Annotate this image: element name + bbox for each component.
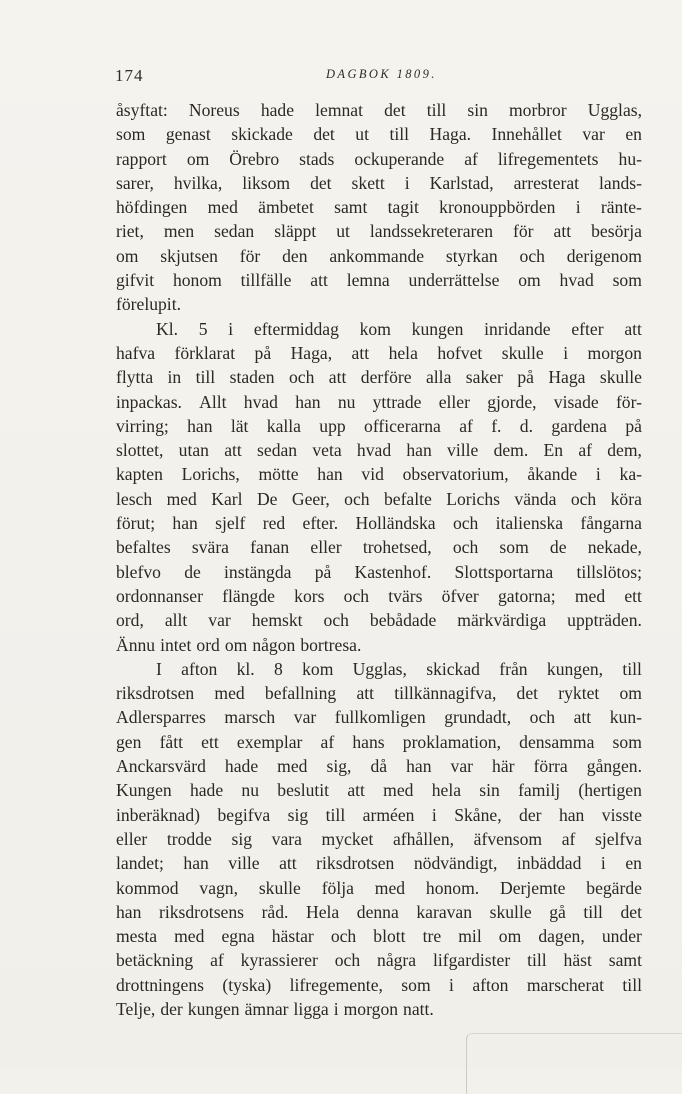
body-text — [116, 98, 642, 1021]
text-line: förut; han sjelf red efter. Holländska och italienska fångarna — [116, 513, 642, 534]
text-line: eller trodde sig vara mycket afhållen, äfvensom af sjelfva — [116, 828, 642, 849]
text-line: mesta med egna hästar och blott tre mil om dagen, under — [116, 926, 642, 947]
text-line: Kl. 5 i eftermiddag kom kungen inridande efter att — [156, 318, 642, 339]
text-line: virring; han lät kalla upp officerarna af f. d. gardena på — [116, 415, 642, 436]
page-header — [115, 66, 642, 86]
page-number: 174 — [115, 66, 144, 85]
text-line: ordonnanser flängde kors och tvärs öfver gatorna; med ett — [116, 585, 642, 606]
text-line: kapten Lorichs, mötte han vid observatorium, åkande i ka- — [116, 464, 642, 485]
text-line: riksdrotsen med befallning att tillkännagifva, det ryktet om — [116, 683, 642, 704]
text-line: hafva förklarat på Haga, att hela hofvet skulle i morgon — [116, 342, 642, 363]
page-corner-mark — [466, 1033, 682, 1094]
text-line: inberäknad) begifva sig till arméen i Skåne, der han visste — [116, 804, 642, 825]
text-line: Kungen hade nu beslutit att med hela sin familj (hertigen — [116, 780, 642, 801]
text-line: slottet, utan att sedan veta hvad han ville dem. En af dem, — [116, 440, 642, 461]
text-line: riet, men sedan släppt ut landssekreteraren för att besörja — [116, 221, 642, 242]
text-line: höfdingen med ämbetet samt tagit kronouppbörden i ränte- — [116, 197, 642, 218]
text-line: Anckarsvärd hade med sig, då han var här förra gången. — [116, 756, 642, 777]
text-line: betäckning af kyrassierer och några lifgardister till häst samt — [116, 950, 642, 971]
text-line: kommod vagn, skulle följa med honom. Derjemte begärde — [116, 877, 642, 898]
text-line: lesch med Karl De Geer, och befalte Lorichs vända och köra — [116, 488, 642, 509]
text-line: rapport om Örebro stads ockuperande af lifregementets hu- — [116, 148, 642, 169]
text-line: flytta in till staden och att derföre alla saker på Haga skulle — [116, 367, 642, 388]
text-line: han riksdrotsens råd. Hela denna karavan skulle gå till det — [116, 901, 642, 922]
text-line: sarer, hvilka, liksom det skett i Karlstad, arresterat lands- — [116, 172, 642, 193]
running-head: DAGBOK 1809. — [326, 67, 437, 81]
text-line: I afton kl. 8 kom Ugglas, skickad från kungen, till — [156, 658, 642, 679]
text-line: landet; han ville att riksdrotsen nödvändigt, inbäddad i en — [116, 853, 642, 874]
text-line: Adlersparres marsch var fullkomligen grundadt, och att kun- — [116, 707, 642, 728]
text-line: Ännu intet ord om någon bortresa. — [116, 634, 362, 655]
text-line: ord, allt var hemskt och bebådade märkvärdiga uppträden. — [116, 610, 642, 631]
text-line: inpackas. Allt hvad han nu yttrade eller gjorde, visade för- — [116, 391, 642, 412]
text-line: som genast skickade det ut till Haga. Innehållet var en — [116, 124, 642, 145]
text-line: blefvo de instängda på Kastenhof. Slottsportarna tillslötos; — [116, 561, 642, 582]
text-line: om skjutsen för den ankommande styrkan och derigenom — [116, 245, 642, 266]
text-line: drottningens (tyska) lifregemente, som i afton marscherat till — [116, 974, 642, 995]
text-line: gen fått ett exemplar af hans proklamation, densamma som — [116, 731, 642, 752]
text-line: gifvit honom tillfälle att lemna underrättelse om hvad som — [116, 270, 642, 291]
text-line: åsyftat: Noreus hade lemnat det till sin morbror Ugglas, — [116, 100, 642, 120]
text-line: befaltes svära fanan eller trohetsed, och som de nekade, — [116, 537, 642, 558]
text-line: Telje, der kungen ämnar ligga i morgon natt. — [116, 998, 434, 1019]
text-line: förelupit. — [116, 294, 181, 315]
